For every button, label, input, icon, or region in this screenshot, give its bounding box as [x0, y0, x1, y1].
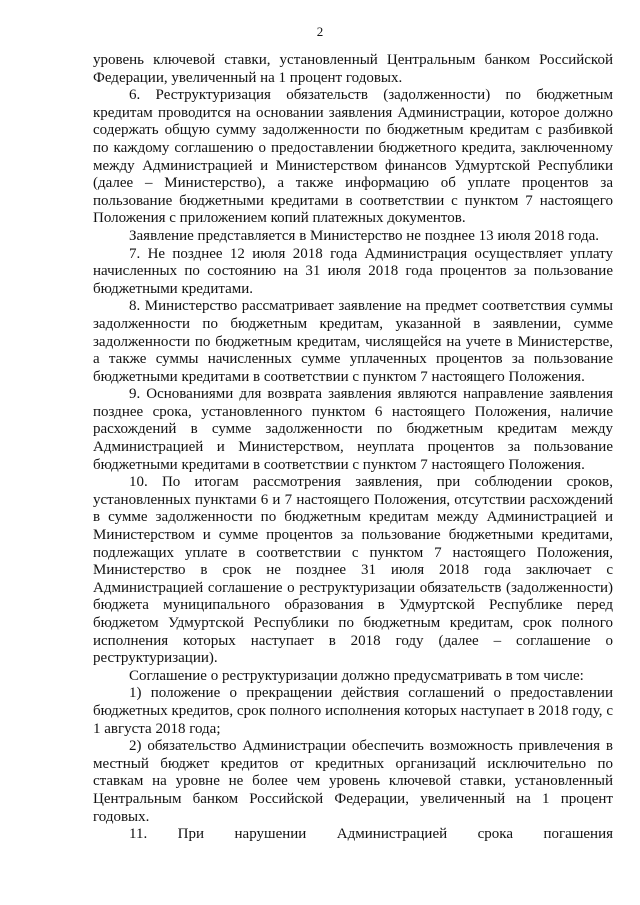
- document-body: [93, 52, 613, 844]
- paragraph-item-9: 9. Основаниями для возврата заявления являются направление заявления позднее срока, установленного пунктом 6 настоящего Положения, наличие расхождений в сумме задолженности по бюджетным кредитам между Администрацией и Министерством, неуплата процентов за пользование бюджетными кредитами в соответствии с пунктом 7 настоящего Положения.: [93, 386, 613, 473]
- paragraph-continuation: уровень ключевой ставки, установленный Центральным банком Российской Федерации, увеличенный на 1 процент годовых.: [93, 52, 613, 86]
- paragraph-application-deadline: Заявление представляется в Министерство не позднее 13 июля 2018 года.: [129, 227, 599, 244]
- paragraph-item-7: 7. Не позднее 12 июля 2018 года Администрация осуществляет уплату начисленных по состоянию на 31 июля 2018 года процентов за пользование бюджетными кредитами.: [93, 245, 613, 297]
- paragraph-term-2: 2) обязательство Администрации обеспечить возможность привлечения в местный бюджет кредитов от кредитных организаций исключительно по ставкам на уровне не более чем уровень ключевой ставки, установленный Центральным банком Российской Федерации, увеличенный на 1 процент годовых.: [93, 738, 613, 825]
- paragraph-term-1: 1) положение о прекращении действия соглашений о предоставлении бюджетных кредитов, срок полного исполнения которых наступает в 2018 году, с 1 августа 2018 года;: [93, 685, 613, 737]
- page-number: 2: [316, 24, 324, 39]
- paragraph-agreement-terms: Соглашение о реструктуризации должно предусматривать в том числе:: [129, 667, 584, 684]
- paragraph-item-10: 10. По итогам рассмотрения заявления, при соблюдении сроков, установленных пунктами 6 и 7 настоящего Положения, отсутствии расхождений в сумме задолженности по бюджетным кредитам между Администрацией и Министерством и сумме процентов за пользование бюджетными кредитами, подлежащих уплате в соответствии с пунктом 7 настоящего Положения, Министерство в срок не позднее 31 июля 2018 года заключает с Администрацией соглашение о реструктуризации обязательств (задолженности) бюджета муниципального образования в Удмуртской Республике перед бюджетом Удмуртской Республики по бюджетным кредитам, срок полного исполнения которых наступает в 2018 году (далее – соглашение о реструктуризации).: [93, 474, 613, 667]
- paragraph-item-11: 11. При нарушении Администрацией срока погашения: [129, 826, 613, 843]
- paragraph-item-8: 8. Министерство рассматривает заявление на предмет соответствия суммы задолженности по бюджетным кредитам, указанной в заявлении, сумме задолженности по бюджетным кредитам, числящейся на учете в Министерстве, а также суммы начисленных сумме уплаченных процентов за пользование бюджетными кредитами в соответствии с пунктом 7 настоящего Положения.: [93, 298, 613, 385]
- paragraph-item-6: 6. Реструктуризация обязательств (задолженности) по бюджетным кредитам проводится на основании заявления Администрации, которое должно содержать общую сумму задолженности по бюджетным кредитам с разбивкой по каждому соглашению о предоставлении бюджетного кредита, заключенному между Администрацией и Министерством финансов Удмуртской Республики (далее – Министерство), а также информацию об уплате процентов за пользование бюджетными кредитами в соответствии с пунктом 7 настоящего Положения с приложением копий платежных документов.: [93, 87, 613, 227]
